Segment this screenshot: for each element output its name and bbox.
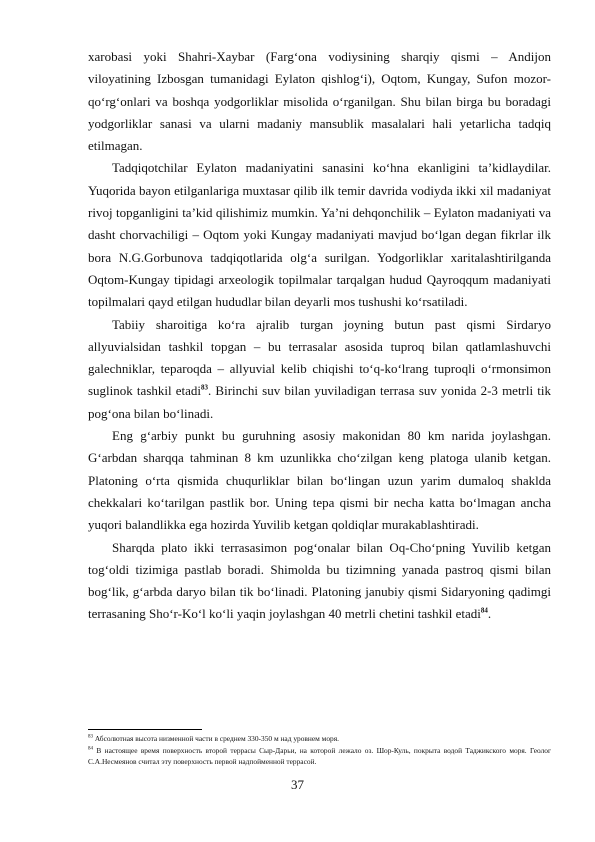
footnotes [88,733,551,768]
paragraph-5-text: Sharqda plato ikki terrasasimon pog‘onalar bilan Oq-Cho‘pning Yuvilib ketgan tog‘oldi tizimiga pastlab boradi. Shimolda bu tizimning yanada pastroq qismi bilan bog‘lik, g‘arbda daryo bilan tik bo‘linadi. Platoning janubiy qismi Sidaryoning qadimgi terrasaning Sho‘r-Ko‘l ko‘li yaqin joylashgan 40 metrli chetini tashkil etadi [88,539,551,622]
paragraph-3-text: Tabiiy sharoitiga ko‘ra ajralib turgan joyning butun past qismi Sirdaryo allyuvialsidan tashkil topgan – bu terrasalar asosida tuproq bilan qatlamlashuvchi galechniklar, teparoqda – allyuvial kelib chiqishi to‘q-ko‘lrang tuproqli o‘rmonsimon suglinok tashkil etadi [88,316,551,399]
paragraph-4: Eng g‘arbiy punkt bu guruhning asosiy makonidan 80 km narida joylashgan. G‘arbdan sharqqa tahminan 8 km uzunlikka cho‘zilgan keng platoga ulanib ketgan. Platoning o‘rta qismida chuqurliklar bilan bo‘lingan uzun yarim dumaloq shaklda chekkalari ko‘tarilgan pastlik bor. Uning tepa qismi bir necha katta bo‘lmagan ancha yuqori balandlikka ega hozirda Yuvilib ketgan qoldiqlar murakablashtiradi. [88,428,551,533]
paragraph-5-text-end: . [487,606,492,622]
footnote-text: Абсолютная высота низменной части в среднем 330-350 м над уровнем моря. [93,734,339,743]
paragraph-5 [88,537,551,626]
footnote-ref-84[interactable]: 84 [480,607,488,616]
paragraph-3-text-end: . Birinchi suv bilan yuviladigan terrasa suv yonida 2-3 metrli tik pog‘ona bilan bo‘linadi. [88,383,551,421]
footnote-number: 84 [88,746,93,752]
footnote-separator [88,729,202,730]
main-text [88,46,551,626]
footnote-number: 83 [88,734,93,740]
footnote-83 [88,733,551,745]
footnote-ref-83[interactable]: 83 [201,384,209,393]
paragraph-1: xarobasi yoki Shahri-Xaybar (Farg‘ona vodiysining sharqiy qismi – Andijon viloyatining Izbosgan tumanidagi Eylaton qishlog‘i), Oqtom, Kungay, Sufon mozor-qo‘rg‘onlari va boshqa yodgorliklar misolida o‘rganilgan. Shu bilan birga bu boradagi yodgorliklar sanasi va ularni madaniy mansublik masalalari hali yetarlicha tadqiq etilmagan. [88,49,551,154]
page-number: 37 [291,777,304,792]
paragraph-2: Tadqiqotchilar Eylaton madaniyatini sanasini ko‘hna ekanligini ta’kidlaydilar. Yuqorida bayon etilganlariga muxtasar qilib ilk temir davrida vodiyda ikki xil madaniyat rivoj topganligini ta’kid qilishimiz mumkin. Ya’ni dehqonchilik – Eylaton madaniyati va dasht chorvachiligi – Oqtom yoki Kungay madaniyati mavjud bo‘lgan degan fikrlar ilk bora N.G.Gorbunova tadqiqotlarida olg‘a surilgan. Yodgorliklar xaritalashtirilganda Oqtom-Kungay tipidagi arxeologik topilmalar tarqalgan hudud Qayroqqum madaniyati topilmalari qayd etilgan hududlar bilan deyarli mos tushushi ko‘rsatiladi. [88,160,551,310]
paragraph-3 [88,314,551,425]
footnote-text: В настоящее время поверхность второй террасы Сыр-Дарьи, на которой лежало оз. Шор-Куль, покрыта водой Таджикского моря. Геолог С.А.Несмеянов считал эту поверхность первой надпойменной террасой. [88,745,551,766]
footnote-84 [88,745,551,768]
